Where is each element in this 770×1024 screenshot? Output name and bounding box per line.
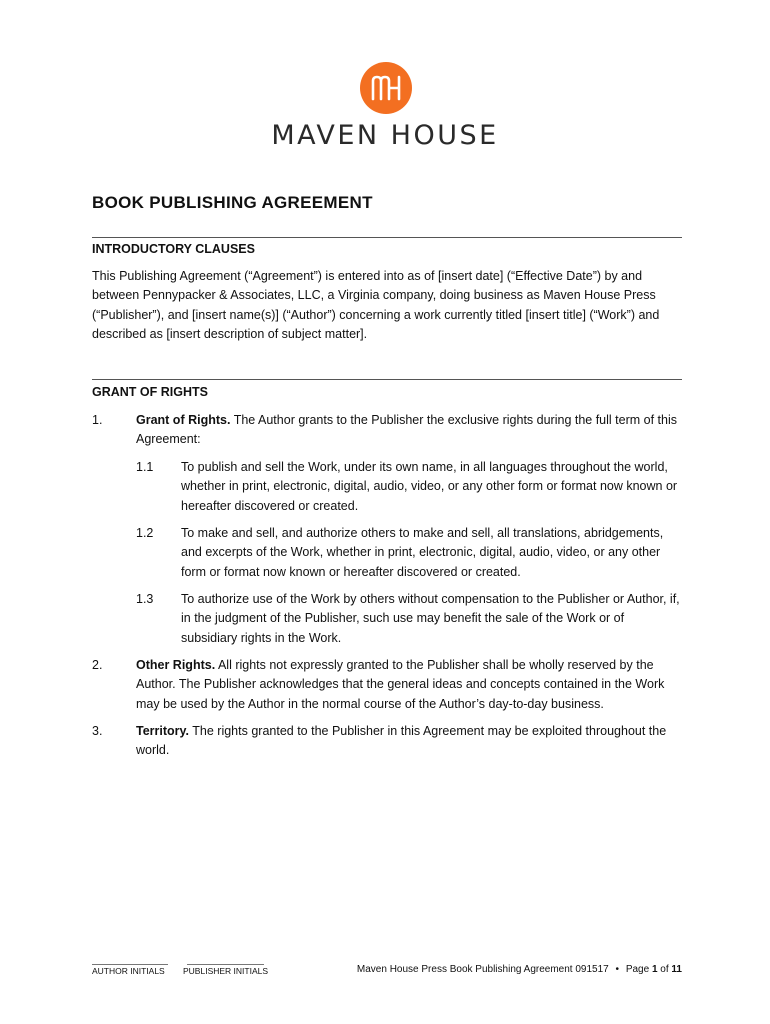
author-initials-label: AUTHOR INITIALS [92,966,165,976]
publisher-initials-label: PUBLISHER INITIALS [183,966,269,976]
subclause-number: 1.3 [136,592,154,606]
clause-text: The Author grants to the Publisher the exclusive rights during the full term of this Agreement: [136,413,677,447]
clause-text: The rights granted to the Publisher in this Agreement may be exploited throughout the world. [136,724,667,758]
subclause-text: To authorize use of the Work by others without compensation to the Publisher or Author, if, in the judgment of the Publisher, such use may benefit the sale of the Work or of subsidiary rights in the Work. [181,592,680,645]
document-title: BOOK PUBLISHING AGREEMENT [92,193,373,212]
intro-paragraph: This Publishing Agreement (“Agreement”) is entered into as of [insert date] (“Effective Date”) by and between Pennypacker & Associates, LLC, a Virginia company, doing business as Maven House Press (“Publisher”), and [insert name(s)] (“Author”) concerning a work currently titled [insert title] (“Work”) and described as [insert description of subject matter]. [92,269,660,341]
page-of: of [660,964,669,975]
publisher-initials-line[interactable] [187,964,264,965]
clause-number: 3. [92,724,103,738]
clause-title: Other Rights. [136,658,216,672]
page-total: 11 [671,964,682,975]
subclause-text: To publish and sell the Work, under its own name, in all languages throughout the world, whether in print, electronic, digital, audio, video, or any other form or format now known or hereafter discovered or created. [181,460,678,513]
clause-title: Grant of Rights. [136,413,231,427]
document-name: Maven House Press Book Publishing Agreement 091517 [356,964,609,975]
page-current: 1 [651,964,658,975]
page-footer [357,964,682,975]
subclause-number: 1.2 [136,526,154,540]
intro-divider [92,237,682,238]
subclause-text: To make and sell, and authorize others to make and sell, all translations, abridgements, and excerpts of the Work, whether in print, electronic, digital, audio, video, or any other form or format now known or hereafter discovered or created. [181,526,664,579]
maven-house-logo-mark [360,62,412,114]
clause-number: 2. [92,658,103,672]
clause-territory [136,722,682,761]
clause-grant-of-rights [136,411,682,450]
author-initials-line[interactable] [92,964,168,965]
mh-monogram-icon [360,62,412,114]
clause-number: 1. [92,413,103,427]
intro-heading: INTRODUCTORY CLAUSES [92,242,255,256]
grant-divider [92,379,682,380]
subclause-number: 1.1 [136,460,154,474]
clause-title: Territory. [136,724,190,738]
bullet-separator: • [615,964,620,975]
page-prefix: Page [625,964,650,975]
clause-other-rights [136,656,682,714]
grant-heading: GRANT OF RIGHTS [92,385,208,399]
clause-text: All rights not expressly granted to the Publisher shall be wholly reserved by the Author. The Publisher acknowledges that the general ideas and concepts contained in the Work may be used by the Author in the normal course of the Author’s day-to-day business. [136,658,665,711]
brand-name: MAVEN HOUSE [271,120,499,151]
